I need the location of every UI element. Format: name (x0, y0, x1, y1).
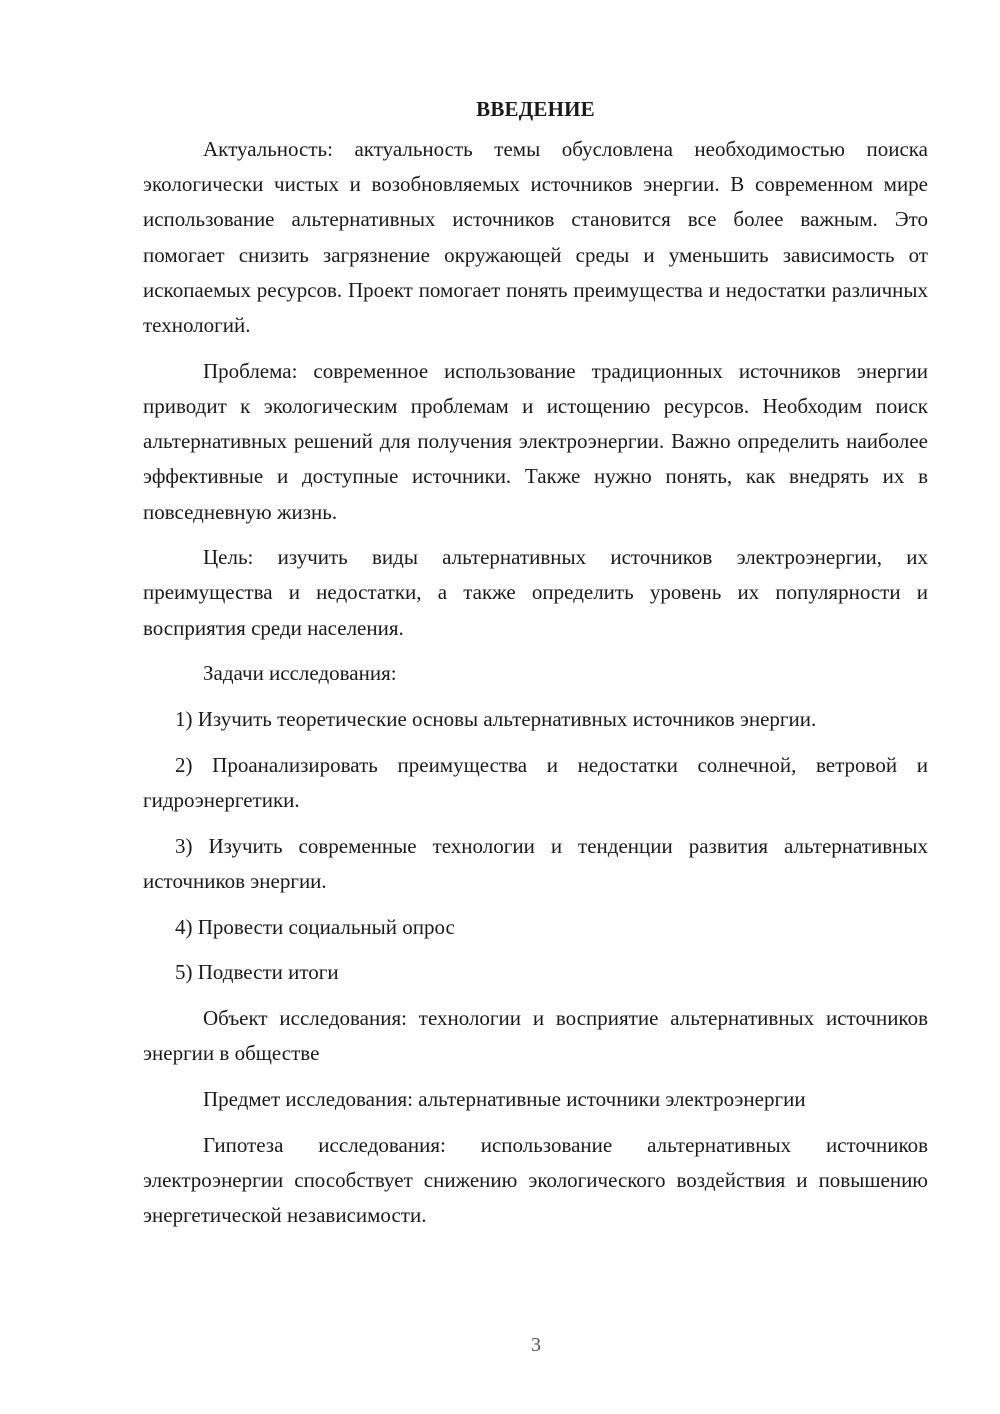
paragraph-relevance: Актуальность: актуальность темы обусловлена необходимостью поиска экологически чистых и возобновляемых источников энергии. В современном мире использование альтернативных источников становится все более важным. Это помогает снизить загрязнение окружающей среды и уменьшить зависимость от ископаемых ресурсов. Проект помогает понять преимущества и недостатки различных технологий. (143, 137, 928, 338)
task-item: 1) Изучить теоретические основы альтернативных источников энергии. (175, 707, 817, 732)
task-item: 2) Проанализировать преимущества и недостатки солнечной, ветровой и гидроэнергетики. (143, 752, 928, 812)
paragraph-tasks-heading: Задачи исследования: (203, 661, 397, 686)
task-item: 5) Подвести итоги (175, 960, 339, 985)
paragraph-subject: Предмет исследования: альтернативные источники электроэнергии (203, 1086, 806, 1111)
paragraph-hypothesis: Гипотеза исследования: использование альтернативных источников электроэнергии способствует снижению экологического воздействия и повышению энергетической независимости. (143, 1132, 928, 1227)
paragraph-object: Объект исследования: технологии и восприятие альтернативных источников энергии в обществе (143, 1005, 928, 1066)
section-title: ВВЕДЕНИЕ (476, 97, 595, 121)
task-item: 4) Провести социальный опрос (175, 914, 455, 939)
paragraph-problem: Проблема: современное использование традиционных источников энергии приводит к экологическим проблемам и истощению ресурсов. Необходим поиск альтернативных решений для получения электроэнергии. Важно определить наиболее эффективные и доступные источники. Также нужно понять, как внедрять их в повседневную жизнь. (143, 358, 928, 524)
task-item: 3) Изучить современные технологии и тенденции развития альтернативных источников энергии. (143, 833, 928, 893)
page-content (143, 92, 928, 1244)
paragraph-goal: Цель: изучить виды альтернативных источников электроэнергии, их преимущества и недостатки, а также определить уровень их популярности и восприятия среди населения. (143, 545, 928, 640)
page-number: 3 (531, 1334, 541, 1356)
